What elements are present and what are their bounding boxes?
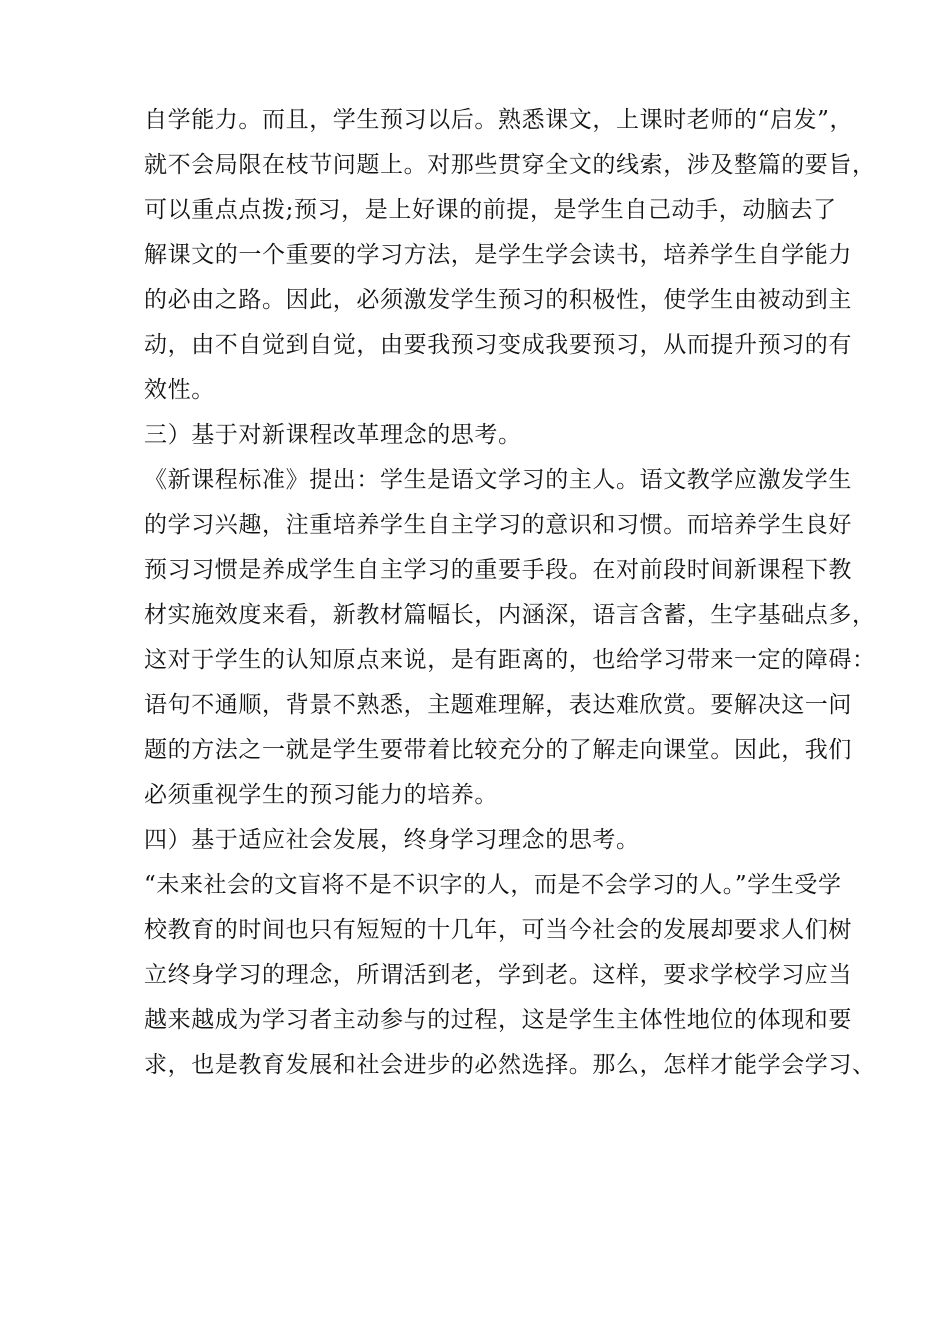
text-line: 动，由不自觉到自觉，由要我预习变成我要预习，从而提升预习的有 xyxy=(144,332,852,358)
text-line: 的必由之路。因此，必须激发学生预习的积极性，使学生由被动到主 xyxy=(144,287,852,313)
text-line: 这对于学生的认知原点来说，是有距离的，也给学习带来一定的障碍： xyxy=(144,647,876,673)
document-body xyxy=(144,98,876,1088)
section-heading: 四）基于适应社会发展，终身学习理念的思考。 xyxy=(144,827,640,853)
text-line: 的学习兴趣，注重培养学生自主学习的意识和习惯。而培养学生良好 xyxy=(144,512,852,538)
text-line: 解课文的一个重要的学习方法，是学生学会读书，培养学生自学能力 xyxy=(144,242,852,268)
text-line: 题的方法之一就是学生要带着比较充分的了解走向课堂。因此，我们 xyxy=(144,737,852,763)
text-line: “未来社会的文盲将不是不识字的人，而是不会学习的人。”学生受学 xyxy=(144,872,842,898)
text-line: 预习习惯是养成学生自主学习的重要手段。在对前段时间新课程下教 xyxy=(144,557,852,583)
text-line: 效性。 xyxy=(144,377,215,403)
text-line: 《新课程标准》提出：学生是语文学习的主人。语文教学应激发学生 xyxy=(144,467,852,493)
text-line: 越来越成为学习者主动参与的过程，这是学生主体性地位的体现和要 xyxy=(144,1007,852,1033)
text-line: 材实施效度来看，新教材篇幅长，内涵深，语言含蓄，生字基础点多， xyxy=(144,602,876,628)
text-line: 求，也是教育发展和社会进步的必然选择。那么，怎样才能学会学习、 xyxy=(144,1052,876,1078)
text-line: 立终身学习的理念，所谓活到老，学到老。这样，要求学校学习应当 xyxy=(144,962,852,988)
text-line: 自学能力。而且，学生预习以后。熟悉课文，上课时老师的“启发”， xyxy=(144,107,854,133)
section-heading: 三）基于对新课程改革理念的思考。 xyxy=(144,422,522,448)
text-line: 语句不通顺，背景不熟悉，主题难理解，表达难欣赏。要解决这一问 xyxy=(144,692,852,718)
text-line: 校教育的时间也只有短短的十几年，可当今社会的发展却要求人们树 xyxy=(144,917,852,943)
text-line: 可以重点点拨;预习，是上好课的前提，是学生自己动手，动脑去了 xyxy=(144,197,837,223)
text-line: 就不会局限在枝节问题上。对那些贯穿全文的线索，涉及整篇的要旨， xyxy=(144,152,876,178)
text-line: 必须重视学生的预习能力的培养。 xyxy=(144,782,498,808)
